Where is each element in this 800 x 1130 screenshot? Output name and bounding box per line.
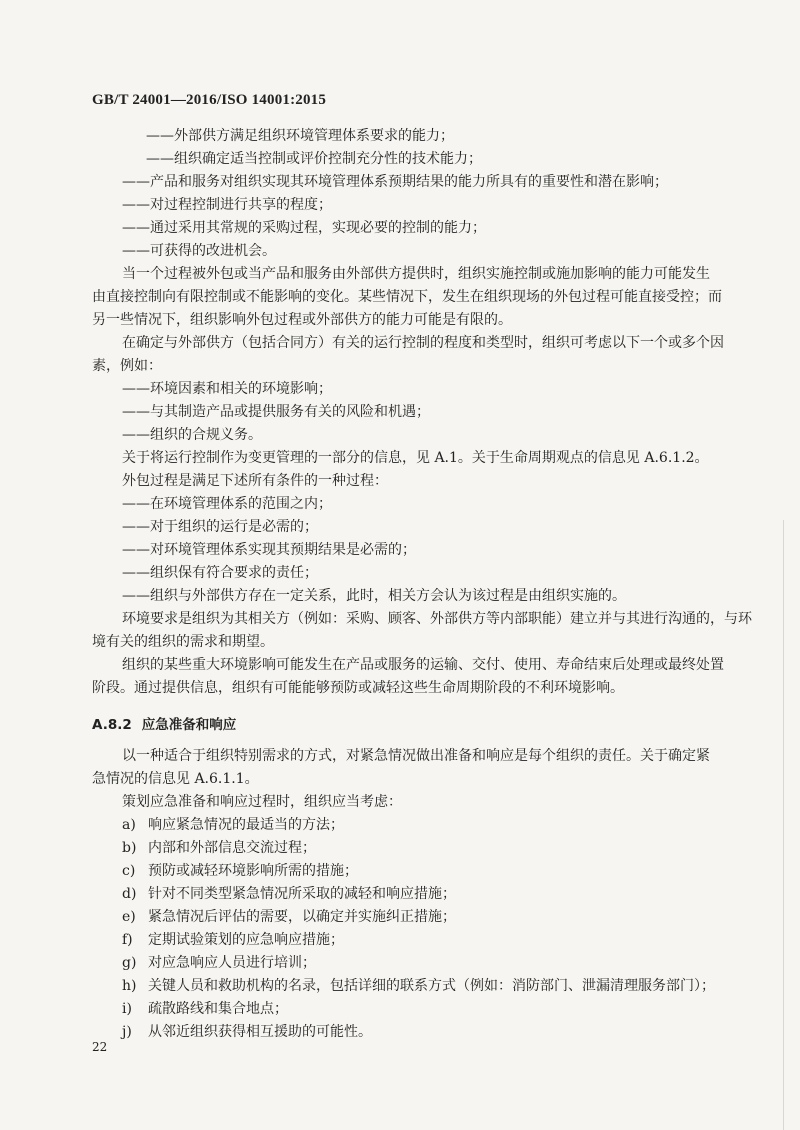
list-item-label: g) — [122, 955, 137, 971]
text-line: 急情况的信息见 A.6.1.1。 — [92, 771, 259, 787]
list-item-label: a) — [122, 817, 136, 833]
text-line: ——通过采用其常规的采购过程，实现必要的控制的能力； — [122, 220, 486, 236]
text-line: 当一个过程被外包或当产品和服务由外部供方提供时，组织实施控制或施加影响的能力可能发生 — [122, 266, 710, 282]
list-item-label: e) — [122, 909, 136, 925]
list-item-text: 紧急情况后评估的需要，以确定并实施纠正措施； — [148, 909, 456, 925]
section-paragraph-block — [92, 745, 714, 814]
text-line: ——与其制造产品或提供服务有关的风险和机遇； — [122, 404, 430, 420]
text-line: ——组织保有符合要求的责任； — [122, 565, 318, 581]
list-item-text: 响应紧急情况的最适当的方法； — [148, 817, 344, 833]
text-line: 策划应急准备和响应过程时，组织应当考虑： — [122, 794, 402, 810]
list-item — [92, 814, 714, 837]
list-item-label: h) — [122, 978, 137, 994]
list-item — [92, 1021, 714, 1044]
text-line: 组织的某些重大环境影响可能发生在产品或服务的运输、交付、使用、寿命结束后处理或最终处置 — [122, 657, 724, 673]
section-title: 应急准备和响应 — [141, 717, 237, 733]
text-line: ——环境因素和相关的环境影响； — [122, 381, 332, 397]
list-item-text: 预防或减轻环境影响所需的措施； — [148, 863, 358, 879]
list-item-text: 从邻近组织获得相互援助的可能性。 — [148, 1024, 372, 1040]
list-item-text: 针对不同类型紧急情况所采取的减轻和响应措施； — [148, 886, 456, 902]
text-line: ——可获得的改进机会。 — [122, 243, 276, 259]
section-heading — [92, 714, 714, 737]
list-item — [92, 975, 714, 998]
list-item-label: d) — [122, 886, 137, 902]
text-line: ——外部供方满足组织环境管理体系要求的能力； — [146, 128, 454, 144]
text-line: 以一种适合于组织特别需求的方式，对紧急情况做出准备和响应是每个组织的责任。关于确定紧 — [122, 748, 710, 764]
standard-code-header: GB/T 24001—2016/ISO 14001:2015 — [92, 92, 327, 108]
list-item-label: c) — [122, 863, 136, 879]
section-number: A.8.2 — [92, 717, 132, 733]
list-item — [92, 837, 714, 860]
list-item — [92, 906, 714, 929]
document-body — [92, 125, 752, 1044]
page-number: 22 — [92, 1040, 108, 1054]
text-line: ——对环境管理体系实现其预期结果是必需的； — [122, 542, 416, 558]
text-line: ——在环境管理体系的范围之内； — [122, 496, 332, 512]
list-item — [92, 929, 714, 952]
text-line: 外包过程是满足下述所有条件的一种过程： — [122, 473, 388, 489]
list-item-text: 对应急响应人员进行培训； — [148, 955, 316, 971]
list-item-label: b) — [122, 840, 137, 856]
text-line: ——组织与外部供方存在一定关系，此时，相关方会认为该过程是由组织实施的。 — [122, 588, 626, 604]
list-item-text: 疏散路线和集合地点； — [148, 1001, 288, 1017]
text-line: ——组织的合规义务。 — [122, 427, 262, 443]
text-line: 素，例如： — [92, 358, 162, 374]
text-line: ——组织确定适当控制或评价控制充分性的技术能力； — [146, 151, 482, 167]
list-item-text: 定期试验策划的应急响应措施； — [148, 932, 344, 948]
text-line: 关于将运行控制作为变更管理的一部分的信息，见 A.1。关于生命周期观点的信息见 A.6.1.2。 — [122, 450, 709, 466]
paragraph-block — [92, 125, 752, 700]
text-line: 阶段。通过提供信息，组织有可能能够预防或减轻这些生命周期阶段的不利环境影响。 — [92, 680, 624, 696]
lettered-list — [92, 814, 714, 1044]
text-line: ——产品和服务对组织实现其环境管理体系预期结果的能力所具有的重要性和潜在影响； — [122, 174, 668, 190]
list-item-label: i) — [122, 1001, 132, 1017]
list-item — [92, 952, 714, 975]
list-item-text: 内部和外部信息交流过程； — [148, 840, 316, 856]
list-item-label: j) — [122, 1024, 132, 1040]
text-line: 另一些情况下，组织影响外包过程或外部供方的能力可能是有限的。 — [92, 312, 512, 328]
list-item-label: f) — [122, 932, 133, 948]
list-item-text: 关键人员和救助机构的名录，包括详细的联系方式（例如：消防部门、泄漏清理服务部门）； — [148, 978, 715, 994]
list-item — [92, 998, 714, 1021]
text-line: ——对于组织的运行是必需的； — [122, 519, 318, 535]
text-line: 在确定与外部供方（包括合同方）有关的运行控制的程度和类型时，组织可考虑以下一个或多个因 — [122, 335, 724, 351]
text-line: 由直接控制向有限控制或不能影响的变化。某些情况下，发生在组织现场的外包过程可能直接受控；而 — [92, 289, 722, 305]
list-item — [92, 883, 714, 906]
text-line: 境有关的组织的需求和期望。 — [92, 634, 274, 650]
page-edge-shadow — [783, 520, 784, 1130]
list-item — [92, 860, 714, 883]
text-line: 环境要求是组织为其相关方（例如：采购、顾客、外部供方等内部职能）建立并与其进行沟通的，与环 — [122, 611, 752, 627]
text-line: ——对过程控制进行共享的程度； — [122, 197, 332, 213]
